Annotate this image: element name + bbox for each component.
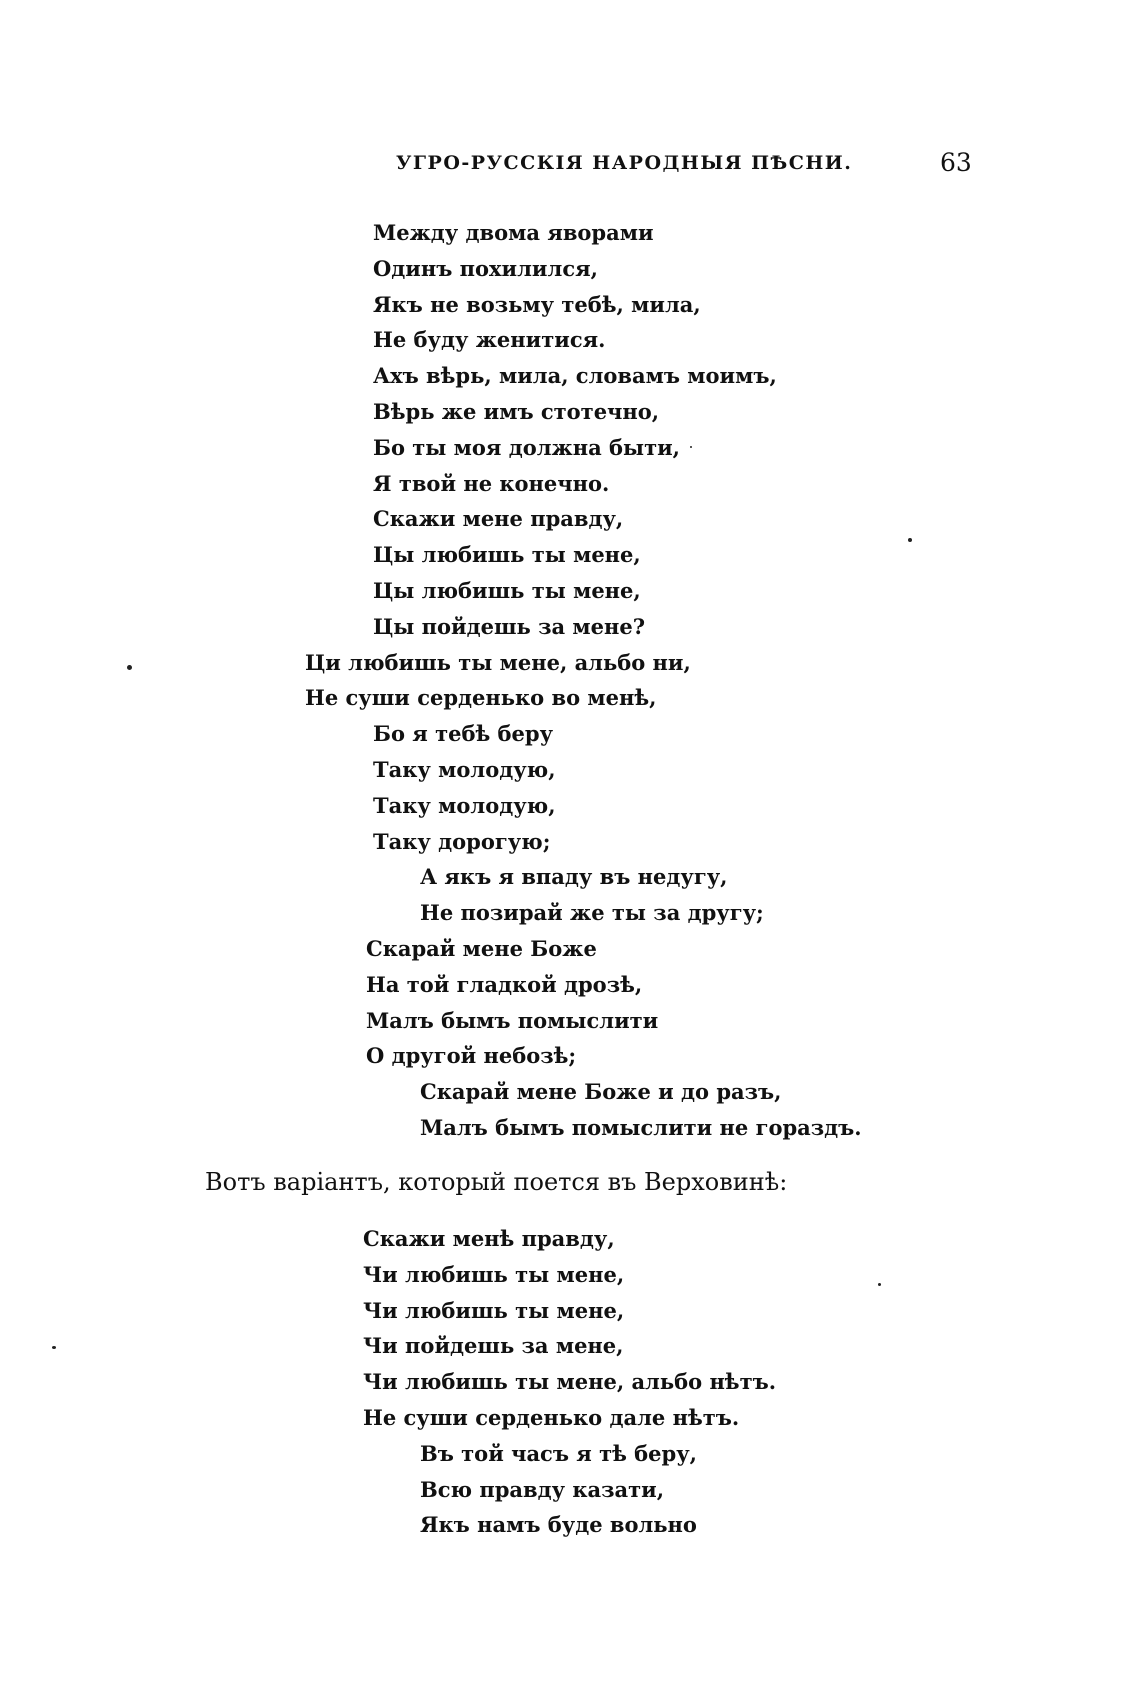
verse-line: Бо я тебѣ беру: [373, 721, 554, 747]
running-title: УГРО-РУССКІЯ НАРОДНЫЯ ПѢСНИ.: [396, 152, 853, 174]
verse-line: Скажи мене правду,: [373, 506, 624, 532]
verse-line: Въ той часъ я тѣ беру,: [420, 1440, 697, 1466]
verse-line: Таку дорогую;: [373, 828, 551, 854]
verse-line: Скарай мене Боже и до разъ,: [420, 1079, 782, 1105]
scan-speck: [690, 446, 692, 448]
verse-line: Чи любишь ты мене,: [363, 1297, 625, 1323]
verse-line: Чи любишь ты мене,: [363, 1261, 625, 1287]
verse-line: А якъ я впаду въ недугу,: [420, 864, 728, 890]
verse-line: Одинъ похилился,: [373, 255, 598, 281]
verse-line: Якъ намъ буде вольно: [420, 1512, 697, 1538]
verse-line: Чи пойдешь за мене,: [363, 1333, 624, 1359]
verse-line: Не позирай же ты за другу;: [420, 900, 764, 926]
verse-line: Не суши серденько во менѣ,: [305, 685, 657, 711]
verse-line: Цы любишь ты мене,: [373, 542, 641, 568]
verse-line: Бо ты моя должна быти,: [373, 434, 680, 460]
poem-variant: [0, 1221, 776, 1543]
verse-line: Вѣрь же имъ стотечно,: [373, 398, 660, 424]
verse-line: Не буду женитися.: [373, 327, 606, 353]
verse-line: Скарай мене Боже: [366, 935, 597, 961]
verse-line: Ахъ вѣрь, мила, словамъ моимъ,: [373, 363, 777, 389]
scan-speck: [127, 665, 132, 670]
verse-line: Между двома яворами: [373, 220, 654, 245]
verse-line: Чи любишь ты мене, альбо нѣтъ.: [363, 1369, 777, 1395]
verse-line: Таку молодую,: [373, 756, 556, 782]
verse-line: Я твой не конечно.: [373, 470, 610, 496]
scan-speck: [908, 538, 912, 542]
verse-line: Малъ бымъ помыслити не гораздъ.: [420, 1114, 862, 1140]
page-number: 63: [940, 148, 972, 177]
verse-line: Цы пойдешь за мене?: [373, 613, 646, 639]
poem-main: [0, 215, 862, 1146]
verse-line: Таку молодую,: [373, 792, 556, 818]
verse-line: Малъ бымъ помыслити: [366, 1007, 659, 1033]
scan-speck: [878, 1283, 881, 1286]
verse-line: О другой небозѣ;: [366, 1043, 577, 1069]
verse-line: Цы любишь ты мене,: [373, 577, 641, 603]
verse-line: Якъ не возьму тебѣ, мила,: [373, 291, 701, 317]
verse-line: Не суши серденько дале нѣтъ.: [363, 1404, 740, 1430]
variant-intro: Вотъ варіантъ, который поется въ Верховинѣ:: [205, 1168, 788, 1196]
verse-line: Всю правду казати,: [420, 1476, 665, 1502]
scan-speck: [52, 1346, 56, 1349]
verse-line: Скажи менѣ правду,: [363, 1226, 615, 1251]
verse-line: На той гладкой дрозѣ,: [366, 971, 643, 997]
verse-line: Ци любишь ты мене, альбо ни,: [305, 649, 691, 675]
